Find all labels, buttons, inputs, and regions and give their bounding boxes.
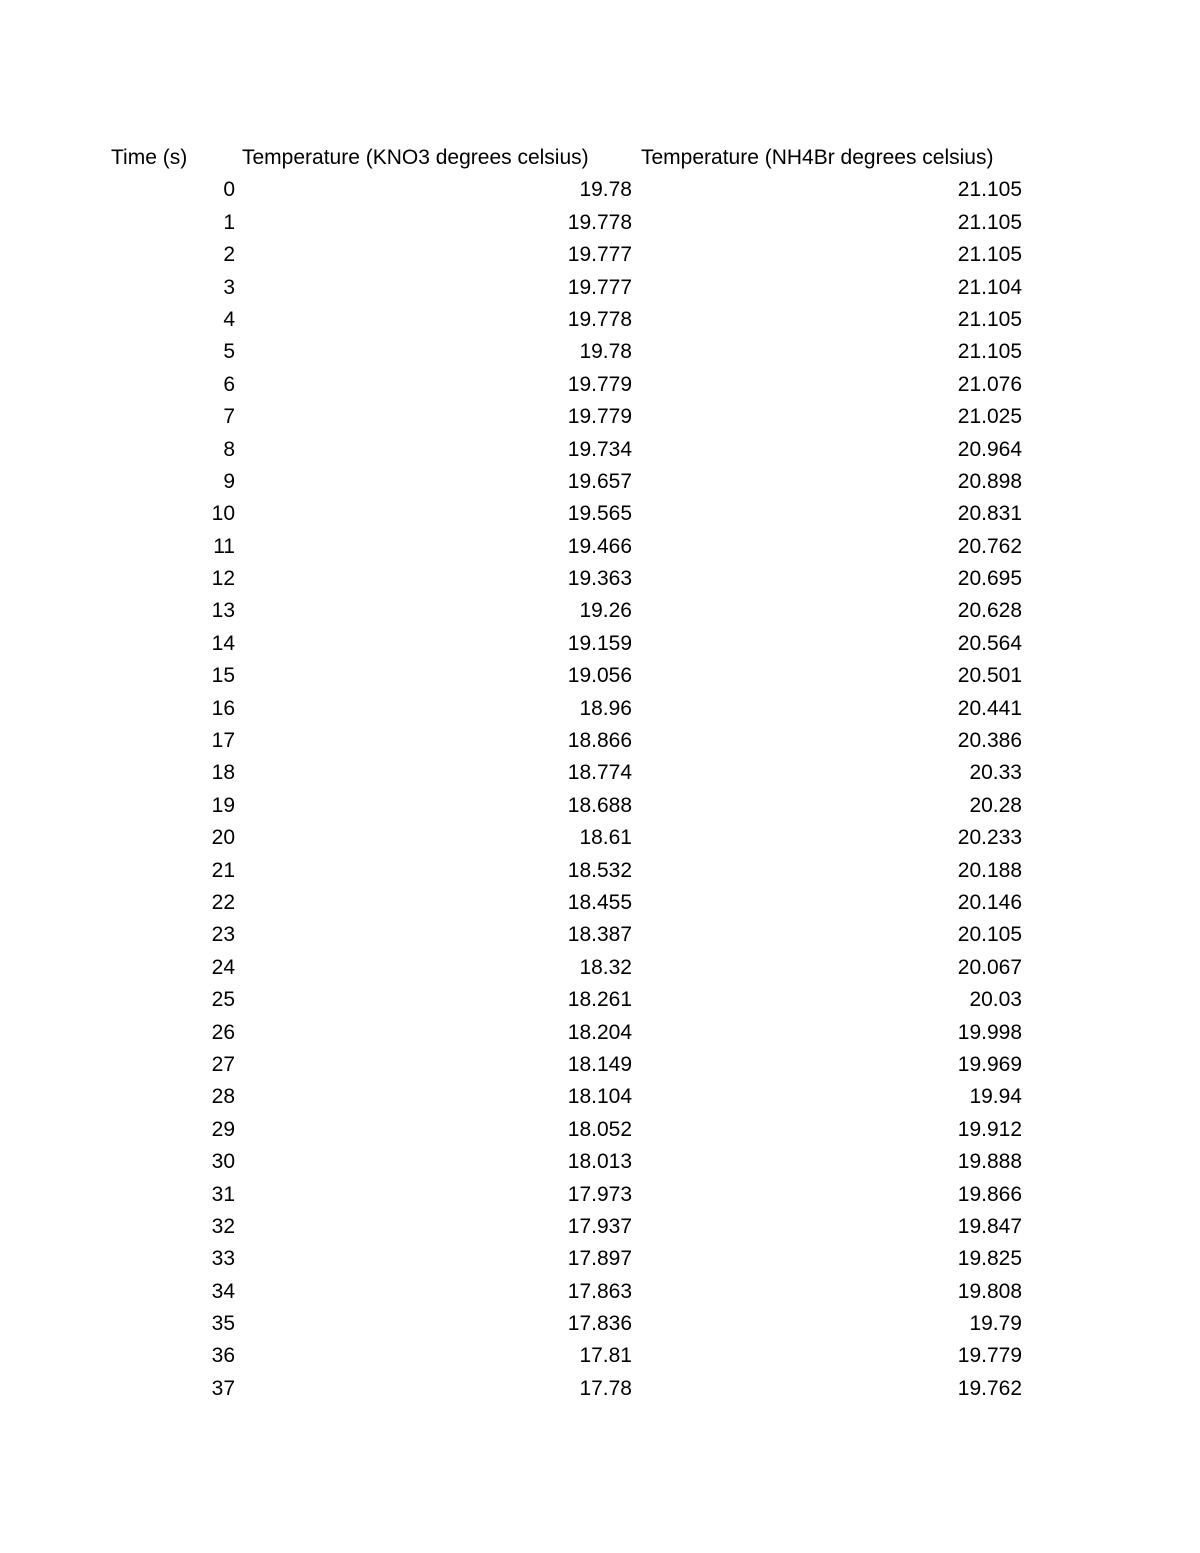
cell-nh4br-temperature: 19.866: [957, 1182, 1022, 1206]
cell-time: 14: [211, 631, 235, 655]
cell-time: 5: [223, 340, 235, 364]
cell-time: 1: [223, 210, 235, 234]
cell-kno3-temperature: 17.81: [579, 1344, 632, 1368]
table-row: [108, 1081, 1028, 1113]
cell-kno3-temperature: 17.897: [567, 1247, 632, 1271]
table-row: [108, 369, 1028, 401]
table-row: [108, 207, 1028, 239]
cell-nh4br-temperature: 19.779: [957, 1344, 1022, 1368]
cell-time: 28: [211, 1085, 235, 1109]
cell-nh4br-temperature: 19.912: [957, 1117, 1022, 1141]
table-row: [108, 790, 1028, 822]
cell-nh4br-temperature: 20.146: [957, 890, 1022, 914]
cell-kno3-temperature: 18.261: [567, 988, 632, 1012]
cell-nh4br-temperature: 19.825: [957, 1247, 1022, 1271]
table-row: [108, 174, 1028, 206]
cell-nh4br-temperature: 21.104: [957, 275, 1022, 299]
table-row: [108, 1146, 1028, 1178]
cell-time: 30: [211, 1150, 235, 1174]
table-row: [108, 466, 1028, 498]
cell-time: 19: [211, 793, 235, 817]
table-row: [108, 1340, 1028, 1372]
cell-time: 22: [211, 890, 235, 914]
cell-nh4br-temperature: 20.762: [957, 534, 1022, 558]
table-row: [108, 239, 1028, 271]
cell-time: 7: [223, 405, 235, 429]
cell-nh4br-temperature: 20.33: [969, 761, 1022, 785]
cell-kno3-temperature: 19.159: [567, 631, 632, 655]
cell-kno3-temperature: 18.149: [567, 1052, 632, 1076]
cell-nh4br-temperature: 20.501: [957, 664, 1022, 688]
table-row: [108, 693, 1028, 725]
cell-time: 34: [211, 1279, 235, 1303]
cell-time: 13: [211, 599, 235, 623]
cell-kno3-temperature: 18.455: [567, 890, 632, 914]
cell-kno3-temperature: 18.688: [567, 793, 632, 817]
cell-kno3-temperature: 18.866: [567, 729, 632, 753]
cell-nh4br-temperature: 20.964: [957, 437, 1022, 461]
table-row: [108, 304, 1028, 336]
cell-time: 12: [211, 567, 235, 591]
cell-kno3-temperature: 18.013: [567, 1150, 632, 1174]
table-row: [108, 822, 1028, 854]
header-kno3-temperature: Temperature (KNO3 degrees celsius): [242, 146, 589, 169]
cell-nh4br-temperature: 21.025: [957, 405, 1022, 429]
cell-time: 27: [211, 1052, 235, 1076]
cell-time: 9: [223, 469, 235, 493]
cell-kno3-temperature: 19.777: [567, 243, 632, 267]
table-row: [108, 1179, 1028, 1211]
cell-nh4br-temperature: 20.628: [957, 599, 1022, 623]
cell-kno3-temperature: 19.056: [567, 664, 632, 688]
cell-time: 29: [211, 1117, 235, 1141]
cell-time: 6: [223, 372, 235, 396]
cell-nh4br-temperature: 19.762: [957, 1376, 1022, 1400]
table-row: [108, 401, 1028, 433]
cell-nh4br-temperature: 20.386: [957, 729, 1022, 753]
header-row: [108, 142, 1028, 174]
table-body: [108, 174, 1028, 1405]
table-row: [108, 725, 1028, 757]
cell-kno3-temperature: 17.973: [567, 1182, 632, 1206]
cell-nh4br-temperature: 19.808: [957, 1279, 1022, 1303]
cell-time: 36: [211, 1344, 235, 1368]
cell-time: 11: [213, 534, 235, 558]
table-row: [108, 757, 1028, 789]
cell-kno3-temperature: 19.778: [567, 307, 632, 331]
cell-nh4br-temperature: 20.441: [957, 696, 1022, 720]
cell-kno3-temperature: 17.836: [567, 1312, 632, 1336]
cell-kno3-temperature: 18.532: [567, 858, 632, 882]
cell-kno3-temperature: 18.61: [579, 826, 632, 850]
cell-kno3-temperature: 19.779: [567, 372, 632, 396]
cell-kno3-temperature: 19.363: [567, 567, 632, 591]
cell-time: 4: [223, 307, 235, 331]
cell-nh4br-temperature: 20.067: [957, 955, 1022, 979]
table-row: [108, 336, 1028, 368]
table-row: [108, 1243, 1028, 1275]
cell-nh4br-temperature: 20.898: [957, 469, 1022, 493]
cell-time: 24: [211, 955, 235, 979]
table-row: [108, 919, 1028, 951]
table-row: [108, 563, 1028, 595]
cell-nh4br-temperature: 20.03: [969, 988, 1022, 1012]
cell-kno3-temperature: 18.104: [567, 1085, 632, 1109]
header-time: Time (s): [111, 146, 188, 169]
cell-time: 31: [211, 1182, 235, 1206]
cell-kno3-temperature: 19.777: [567, 275, 632, 299]
cell-time: 10: [211, 502, 235, 526]
cell-time: 23: [211, 923, 235, 947]
table-row: [108, 1276, 1028, 1308]
cell-nh4br-temperature: 19.79: [969, 1312, 1022, 1336]
cell-nh4br-temperature: 21.105: [957, 243, 1022, 267]
table-row: [108, 1308, 1028, 1340]
cell-kno3-temperature: 19.78: [579, 340, 632, 364]
cell-nh4br-temperature: 20.695: [957, 567, 1022, 591]
cell-time: 21: [211, 858, 235, 882]
cell-time: 20: [211, 826, 235, 850]
cell-nh4br-temperature: 21.105: [957, 340, 1022, 364]
cell-kno3-temperature: 19.657: [567, 469, 632, 493]
cell-time: 15: [211, 664, 235, 688]
cell-time: 0: [223, 178, 235, 202]
table-row: [108, 1017, 1028, 1049]
header-nh4br-temperature: Temperature (NH4Br degrees celsius): [641, 146, 994, 169]
table-row: [108, 595, 1028, 627]
cell-kno3-temperature: 18.32: [579, 955, 632, 979]
cell-kno3-temperature: 18.204: [567, 1020, 632, 1044]
cell-time: 32: [211, 1214, 235, 1238]
data-sheet: [108, 142, 1028, 1405]
cell-kno3-temperature: 19.778: [567, 210, 632, 234]
cell-nh4br-temperature: 21.105: [957, 307, 1022, 331]
cell-nh4br-temperature: 19.969: [957, 1052, 1022, 1076]
table-row: [108, 1211, 1028, 1243]
cell-nh4br-temperature: 20.105: [957, 923, 1022, 947]
cell-nh4br-temperature: 20.188: [957, 858, 1022, 882]
table-row: [108, 531, 1028, 563]
cell-kno3-temperature: 19.565: [567, 502, 632, 526]
cell-nh4br-temperature: 21.076: [957, 372, 1022, 396]
cell-nh4br-temperature: 19.847: [957, 1214, 1022, 1238]
cell-time: 18: [211, 761, 235, 785]
cell-kno3-temperature: 17.863: [567, 1279, 632, 1303]
table-row: [108, 660, 1028, 692]
table-row: [108, 434, 1028, 466]
cell-kno3-temperature: 19.734: [567, 437, 632, 461]
table-row: [108, 628, 1028, 660]
table-row: [108, 498, 1028, 530]
cell-kno3-temperature: 17.937: [567, 1214, 632, 1238]
cell-time: 3: [223, 275, 235, 299]
cell-kno3-temperature: 18.052: [567, 1117, 632, 1141]
cell-kno3-temperature: 19.78: [579, 178, 632, 202]
cell-time: 2: [223, 243, 235, 267]
cell-time: 26: [211, 1020, 235, 1044]
cell-nh4br-temperature: 21.105: [957, 178, 1022, 202]
cell-nh4br-temperature: 21.105: [957, 210, 1022, 234]
cell-time: 17: [211, 729, 235, 753]
cell-kno3-temperature: 19.466: [567, 534, 632, 558]
cell-time: 37: [211, 1376, 235, 1400]
cell-kno3-temperature: 18.387: [567, 923, 632, 947]
cell-nh4br-temperature: 20.564: [957, 631, 1022, 655]
table-row: [108, 887, 1028, 919]
table-row: [108, 1049, 1028, 1081]
cell-time: 35: [211, 1312, 235, 1336]
cell-time: 33: [211, 1247, 235, 1271]
cell-time: 8: [223, 437, 235, 461]
table-row: [108, 1114, 1028, 1146]
cell-kno3-temperature: 18.96: [579, 696, 632, 720]
cell-time: 16: [211, 696, 235, 720]
table-row: [108, 1373, 1028, 1405]
cell-kno3-temperature: 19.779: [567, 405, 632, 429]
cell-nh4br-temperature: 20.831: [957, 502, 1022, 526]
cell-nh4br-temperature: 20.233: [957, 826, 1022, 850]
table-row: [108, 855, 1028, 887]
cell-kno3-temperature: 18.774: [567, 761, 632, 785]
table-row: [108, 272, 1028, 304]
table-row: [108, 984, 1028, 1016]
cell-nh4br-temperature: 20.28: [969, 793, 1022, 817]
table-row: [108, 952, 1028, 984]
cell-nh4br-temperature: 19.998: [957, 1020, 1022, 1044]
cell-kno3-temperature: 17.78: [579, 1376, 632, 1400]
cell-nh4br-temperature: 19.94: [969, 1085, 1022, 1109]
cell-nh4br-temperature: 19.888: [957, 1150, 1022, 1174]
cell-time: 25: [211, 988, 235, 1012]
cell-kno3-temperature: 19.26: [579, 599, 632, 623]
